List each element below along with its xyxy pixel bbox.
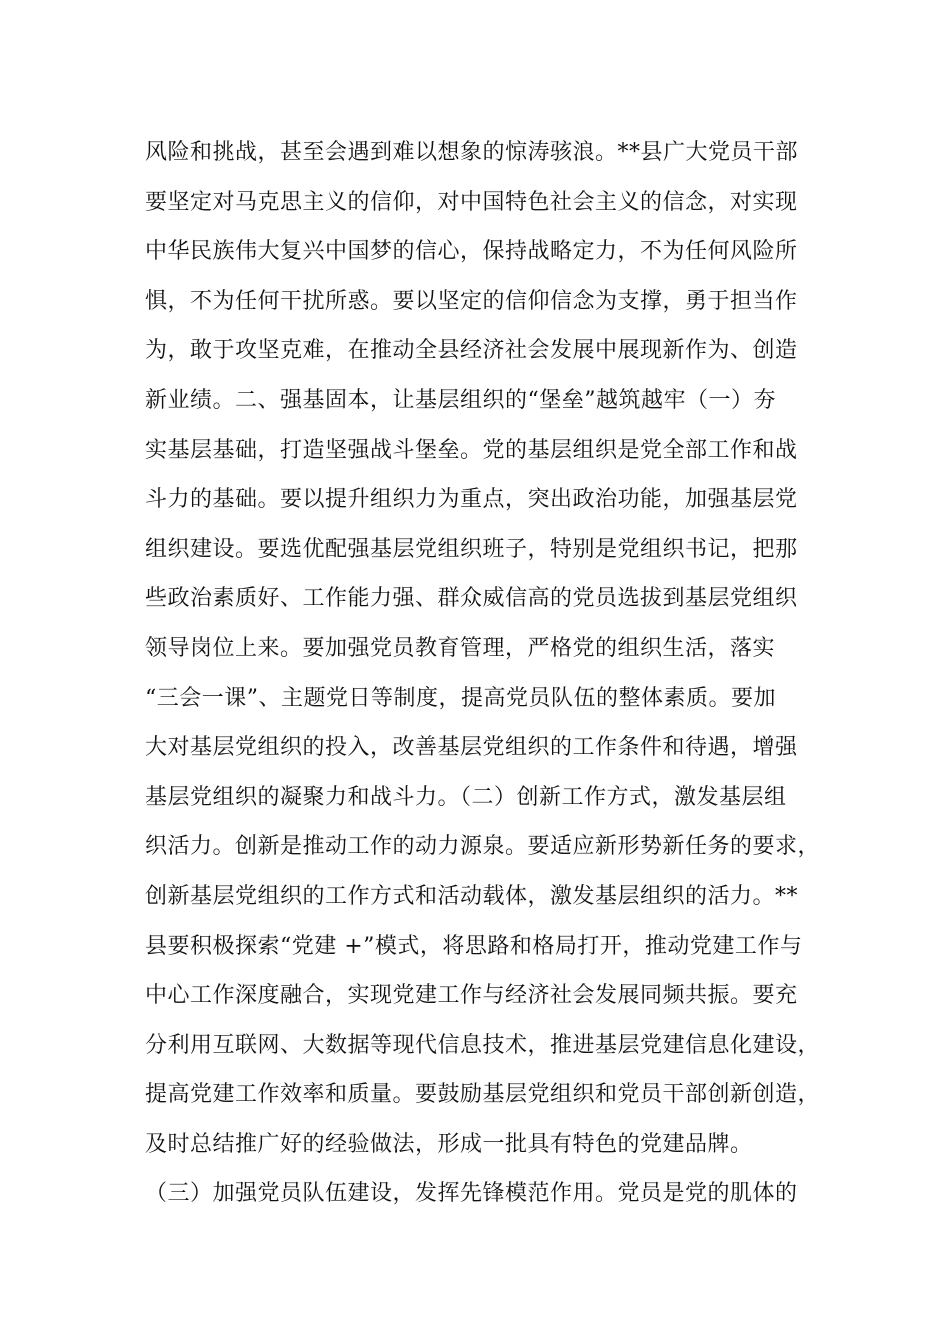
text-line-18: 中心工作深度融合，实现党建工作与经济社会发展同频共振。要充 — [145, 983, 798, 1009]
text-line-1: 风险和挑战，甚至会遇到难以想象的惊涛骇浪。**县广大党员干部 — [145, 140, 799, 165]
body-text — [145, 128, 825, 1219]
text-line-13: 大对基层党组织的投入，改善基层党组织的工作条件和待遇，增强 — [145, 735, 798, 761]
text-line-22: （三）加强党员队伍建设，发挥先锋模范作用。党员是党的肌体的 — [145, 1181, 798, 1207]
text-line-21: 及时总结推广好的经验做法，形成一批具有特色的党建品牌。 — [145, 1131, 753, 1157]
text-line-5: 为，敢于攻坚克难，在推动全县经济社会发展中展现新作为、创造 — [145, 338, 798, 364]
text-line-16: 创新基层党组织的工作方式和活动载体，激发基层组织的活力。** — [145, 883, 799, 909]
text-line-7: 实基层基础，打造坚强战斗堡垒。党的基层组织是党全部工作和战 — [145, 437, 798, 463]
text-line-20: 提高党建工作效率和质量。要鼓励基层党组织和党员干部创新创造， — [145, 1082, 821, 1108]
text-line-3: 中华民族伟大复兴中国梦的信心，保持战略定力，不为任何风险所 — [145, 239, 798, 265]
text-line-2: 要坚定对马克思主义的信仰，对中国特色社会主义的信念，对实现 — [145, 189, 798, 215]
text-line-10: 些政治素质好、工作能力强、群众威信高的党员选拔到基层党组织 — [145, 586, 798, 612]
text-line-11: 领导岗位上来。要加强党员教育管理，严格党的组织生活，落实 — [145, 635, 776, 661]
text-line-14: 基层党组织的凝聚力和战斗力。（二）创新工作方式，激发基层组 — [145, 784, 787, 810]
text-line-4: 惧，不为任何干扰所惑。要以坚定的信仰信念为支撑，勇于担当作 — [145, 288, 798, 314]
text-line-17: 县要积极探索“党建 +”模式，将思路和格局打开，推动党建工作与 — [145, 933, 803, 959]
text-line-12: “三会一课”、主题党日等制度，提高党员队伍的整体素质。要加 — [145, 685, 776, 711]
text-line-19: 分利用互联网、大数据等现代信息技术，推进基层党建信息化建设， — [145, 1032, 821, 1058]
text-line-6: 新业绩。二、强基固本，让基层组织的“堡垒”越筑越牢（一）夯 — [145, 387, 776, 413]
text-line-9: 组织建设。要选优配强基层党组织班子，特别是党组织书记，把那 — [145, 536, 798, 562]
text-line-15: 织活力。创新是推动工作的动力源泉。要适应新形势新任务的要求， — [145, 834, 821, 860]
text-line-8: 斗力的基础。要以提升组织力为重点，突出政治功能，加强基层党 — [145, 487, 798, 513]
